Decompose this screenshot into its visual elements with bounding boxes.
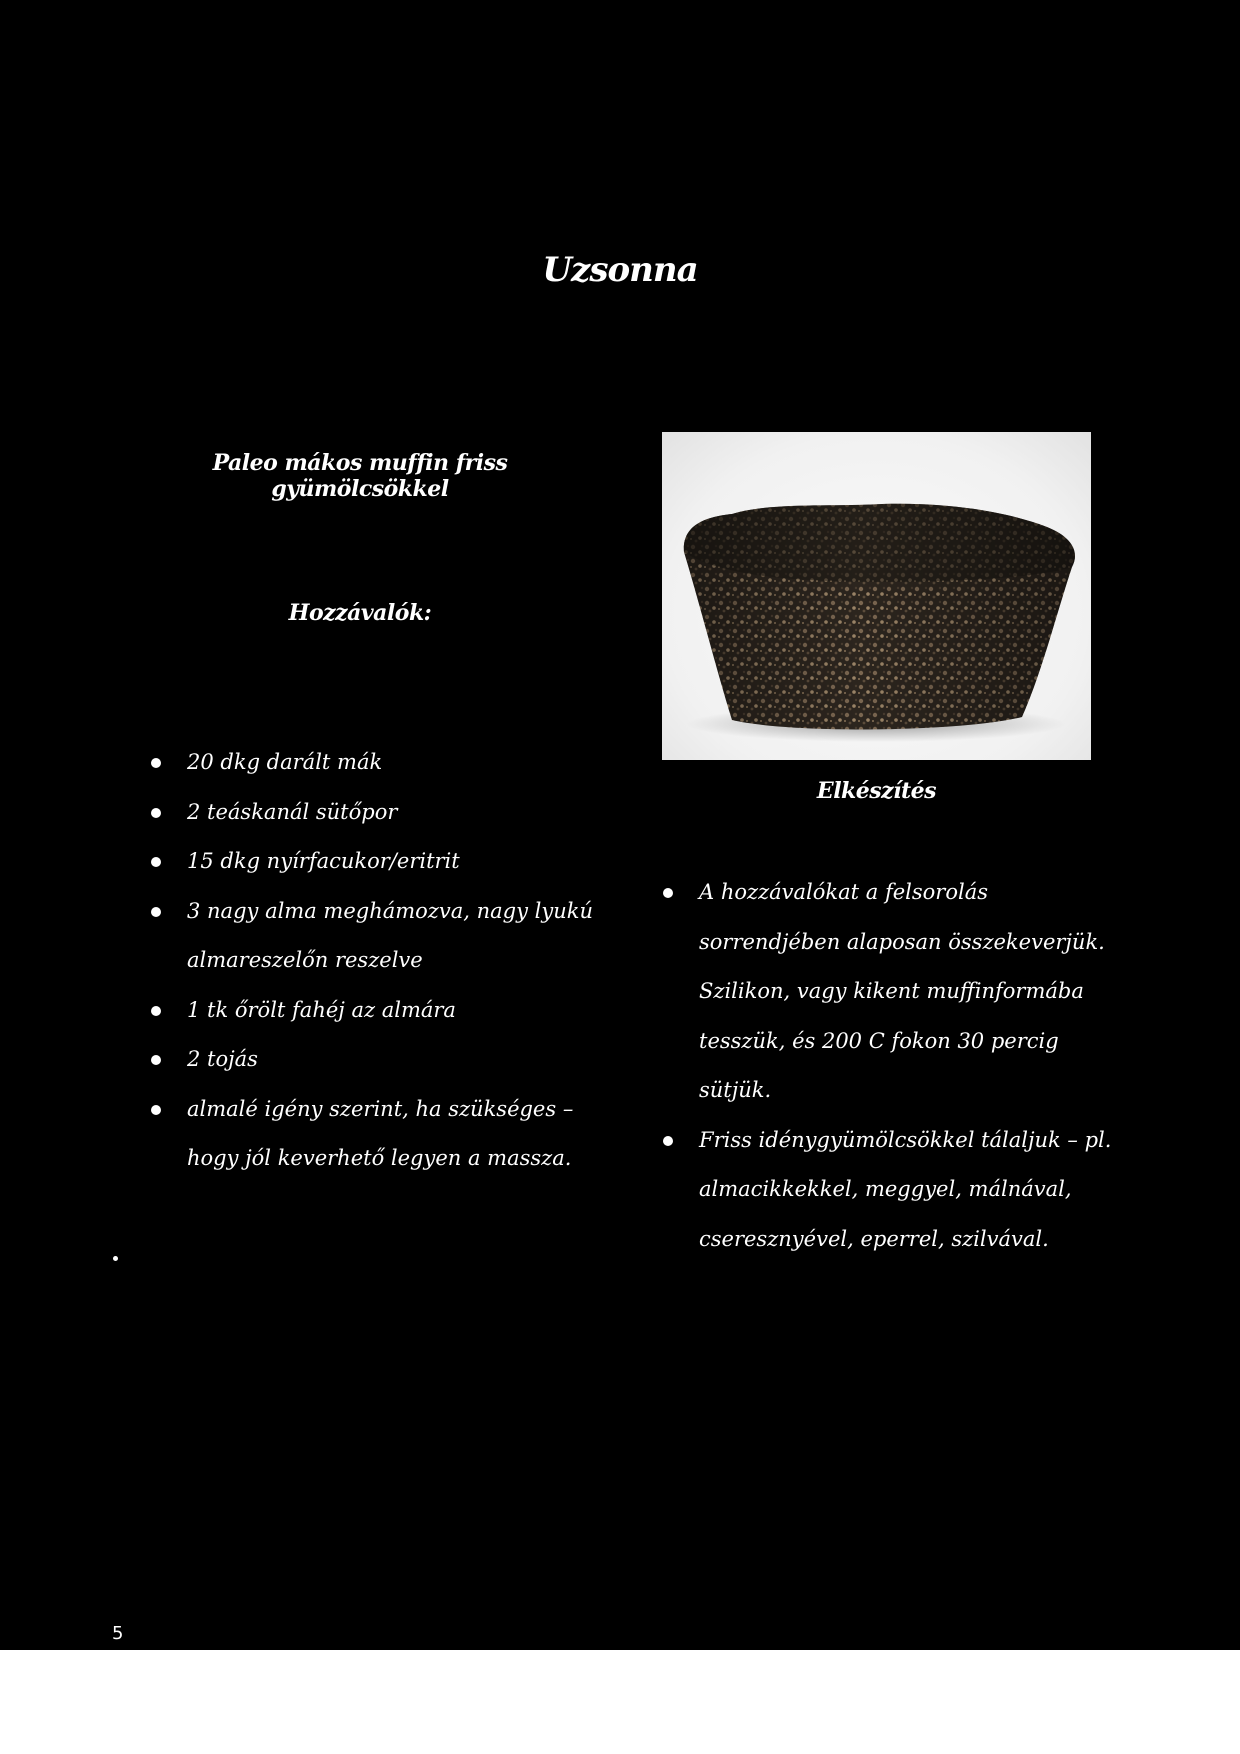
list-item: 3 nagy alma meghámozva, nagy lyukú almareszelőn reszelve	[151, 887, 601, 986]
bullet-dot	[113, 1256, 118, 1261]
list-item: 2 teáskanál sütőpor	[151, 788, 601, 838]
muffin-shading	[684, 504, 1075, 730]
list-item: A hozzávalókat a felsorolás sorrendjében alaposan összekeverjük. Szilikon, vagy kikent muffinformába tesszük, és 200 C fokon 30 percig sütjük.	[663, 868, 1123, 1116]
list-item: almalé igény szerint, ha szükséges – hogy jól keverhető legyen a massza.	[151, 1085, 601, 1184]
method-heading: Elkészítés	[816, 778, 937, 804]
ingredients-heading: Hozzávalók:	[288, 600, 432, 626]
muffin-illustration	[662, 432, 1091, 760]
list-item: 15 dkg nyírfacukor/eritrit	[151, 837, 601, 887]
method-list	[663, 868, 1123, 1264]
ingredients-list	[151, 738, 601, 1184]
page-number: 5	[112, 1623, 124, 1644]
list-item: 1 tk őrölt fahéj az almára	[151, 986, 601, 1036]
page-title: Uzsonna	[542, 250, 698, 290]
recipe-title: Paleo mákos muffin friss gyümölcsökkel	[212, 450, 508, 502]
list-item: 2 tojás	[151, 1035, 601, 1085]
muffin-photo	[662, 432, 1091, 760]
list-item: Friss idénygyümölcsökkel tálaljuk – pl. almacikkekkel, meggyel, málnával, cseresznyével, eperrel, szilvával.	[663, 1116, 1123, 1265]
list-item: 20 dkg darált mák	[151, 738, 601, 788]
